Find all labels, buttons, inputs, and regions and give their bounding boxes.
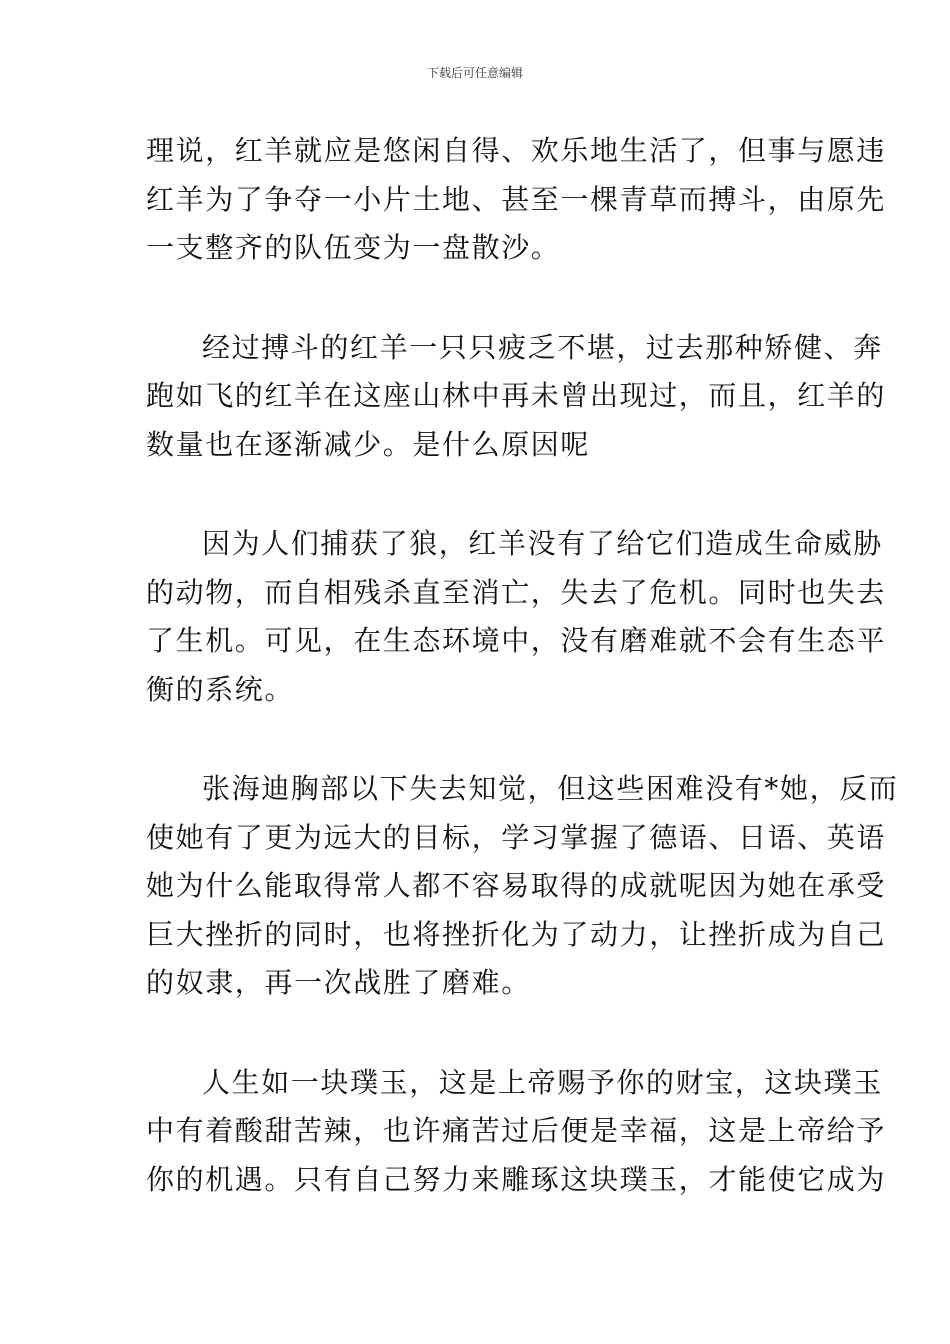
text-line: 使她有了更为远大的目标，学习掌握了德语、日语、英语 xyxy=(146,820,887,854)
text-line: 数量也在逐渐减少。是什么原因呢 xyxy=(146,427,591,461)
paragraph-2 xyxy=(146,324,887,470)
text-line: 理说，红羊就应是悠闲自得、欢乐地生活了，但事与愿违 xyxy=(146,134,887,167)
paragraph-1 xyxy=(146,127,887,273)
text-line: 她为什么能取得常人都不容易取得的成就呢因为她在承受 xyxy=(146,869,887,902)
text-line: 张海迪胸部以下失去知觉，但这些困难没有*她，反而 xyxy=(202,772,899,805)
text-line: 红羊为了争夺一小片土地、甚至一棵青草而搏斗，由原先 xyxy=(146,182,887,216)
text-line: 衡的系统。 xyxy=(146,672,295,706)
text-line: 中有着酸甜苦辣，也许痛苦过后便是幸福，这是上帝给予 xyxy=(146,1114,887,1147)
text-line: 跑如飞的红羊在这座山林中再未曾出现过，而且，红羊的 xyxy=(146,379,887,412)
text-line: 了生机。可见，在生态环境中，没有磨难就不会有生态平 xyxy=(146,624,887,657)
text-line: 的奴隶，再一次战胜了磨难。 xyxy=(146,966,531,999)
page-header: 下载后可任意编辑 xyxy=(426,66,523,80)
paragraph-5 xyxy=(146,1059,887,1205)
paragraph-4 xyxy=(146,765,899,1008)
text-line: 巨大挫折的同时，也将挫折化为了动力，让挫折成为自己 xyxy=(146,917,887,951)
text-line: 你的机遇。只有自己努力来雕琢这块璞玉，才能使它成为 xyxy=(146,1162,887,1196)
text-line: 的动物，而自相残杀直至消亡，失去了危机。同时也失去 xyxy=(146,575,887,609)
text-line: 因为人们捕获了狼，红羊没有了给它们造成生命威胁 xyxy=(202,527,883,560)
text-line: 一支整齐的队伍变为一盘散沙。 xyxy=(146,231,561,264)
document-body xyxy=(146,127,899,1204)
text-line: 经过搏斗的红羊一只只疲乏不堪，过去那种矫健、奔 xyxy=(202,330,883,364)
text-line: 人生如一块璞玉，这是上帝赐予你的财宝，这块璞玉 xyxy=(202,1065,883,1099)
paragraph-3 xyxy=(146,520,887,714)
